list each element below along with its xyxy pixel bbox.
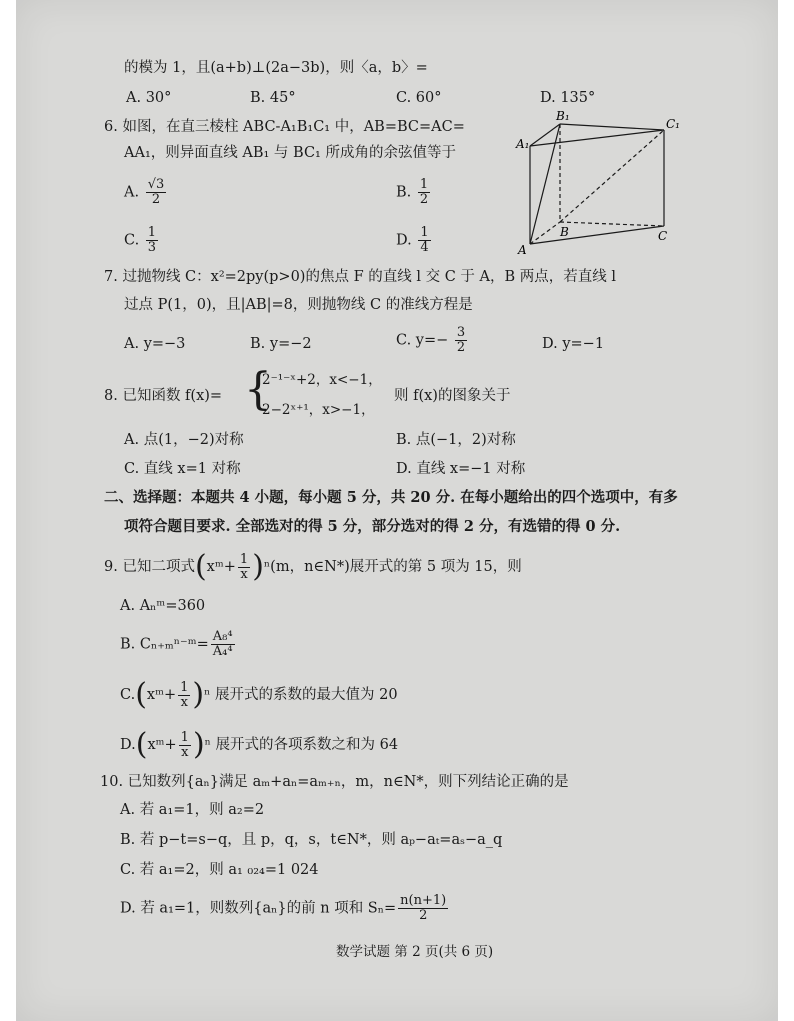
q10-option-b: B. 若 p−t=s−q，且 p，q，s，t∈N*，则 aₚ−aₜ=aₛ−a_q [120,832,503,848]
q8-case1: 2⁻¹⁻ˣ+2，x<−1， [262,372,382,388]
q9-stem: 9. 已知二项式(xᵐ+ $\frac{1}{x}$ )ⁿ(m，n∈N*)展开式的第 5 项为 15，则 [104,549,522,584]
page-footer: 数学试题 第 2 页(共 6 页) [336,944,494,960]
label-a1: A₁ [516,137,530,151]
section2-line2: 项符合题目要求. 全部选对的得 5 分，部分选对的得 2 分，有选错的得 0 分. [124,518,621,535]
q8-option-c: C. 直线 x=1 对称 [124,461,241,477]
label-b1: B₁ [556,109,570,123]
q9-option-b: B. Cₙ₊ₘⁿ⁻ᵐ= $\frac{\text{A₈⁴}}{\text{A₄⁴}}$ [120,629,233,659]
q9-option-d: D.(xᵐ+ $\frac{1}{x}$ )ⁿ 展开式的各项系数之和为 64 [120,727,399,762]
q8-case2: 2−2ˣ⁺¹，x>−1， [262,402,375,418]
label-a: A [518,243,527,257]
q7-stem-line2: 过点 P(1，0)，且|AB|=8，则抛物线 C 的准线方程是 [124,297,473,313]
q5-option-b: B. 45° [250,90,296,106]
q5-stem-tail: 的模为 1，且(a+b)⊥(2a−3b)，则〈a，b〉= [124,60,428,76]
q6-option-d: D. $\frac{1}{4}$ [396,225,429,255]
q7-option-d: D. y=−1 [542,336,605,352]
q7-option-c: C. y=− $\frac{3}{2}$ [396,325,466,355]
label-c: C [658,229,668,243]
q7-option-a: A. y=−3 [124,336,186,352]
q8-suffix: 则 f(x)的图象关于 [394,388,511,404]
q10-stem: 10. 已知数列{aₙ}满足 aₘ+aₙ=aₘ₊ₙ，m，n∈N*，则下列结论正确的是 [100,774,569,790]
q9-option-c: C.(xᵐ+ $\frac{1}{x}$ )ⁿ 展开式的系数的最大值为 20 [120,677,398,712]
q5-option-c: C. 60° [396,90,442,106]
q8-brace: { [244,364,272,415]
label-b: B [560,225,569,239]
prism-figure [508,108,688,258]
q8-option-a: A. 点(1，−2)对称 [124,432,244,448]
q5-option-a: A. 30° [126,90,172,106]
q6-stem-line1: 6. 如图，在直三棱柱 ABC-A₁B₁C₁ 中，AB=BC=AC= [104,119,465,135]
q6-option-c: C. $\frac{1}{3}$ [124,225,157,255]
q8-prefix: 8. 已知函数 f(x)= [104,388,223,404]
label-c1: C₁ [666,117,680,131]
q6-option-a: A. $\frac{√3}{2}$ [124,177,165,207]
q10-option-d: D. 若 a₁=1，则数列{aₙ}的前 n 项和 Sₙ= $\frac{n(n+1)}{2}$ [120,893,447,923]
q8-option-d: D. 直线 x=−1 对称 [396,461,526,477]
section2-line1: 二、选择题：本题共 4 小题，每小题 5 分，共 20 分. 在每小题给出的四个选项中，有多 [104,489,678,506]
q6-stem-line2: AA₁，则异面直线 AB₁ 与 BC₁ 所成角的余弦值等于 [124,145,456,161]
q5-option-d: D. 135° [540,90,596,106]
q8-option-b: B. 点(−1，2)对称 [396,432,516,448]
q10-option-c: C. 若 a₁=2，则 a₁ ₀₂₄=1 024 [120,862,319,878]
q10-option-a: A. 若 a₁=1，则 a₂=2 [120,802,265,818]
q7-stem-line1: 7. 过抛物线 C：x²=2py(p>0)的焦点 F 的直线 l 交 C 于 A，B 两点，若直线 l [104,269,616,285]
q7-option-b: B. y=−2 [250,336,312,352]
q6-option-b: B. $\frac{1}{2}$ [396,177,429,207]
q9-option-a: A. Aₙᵐ=360 [120,598,206,614]
